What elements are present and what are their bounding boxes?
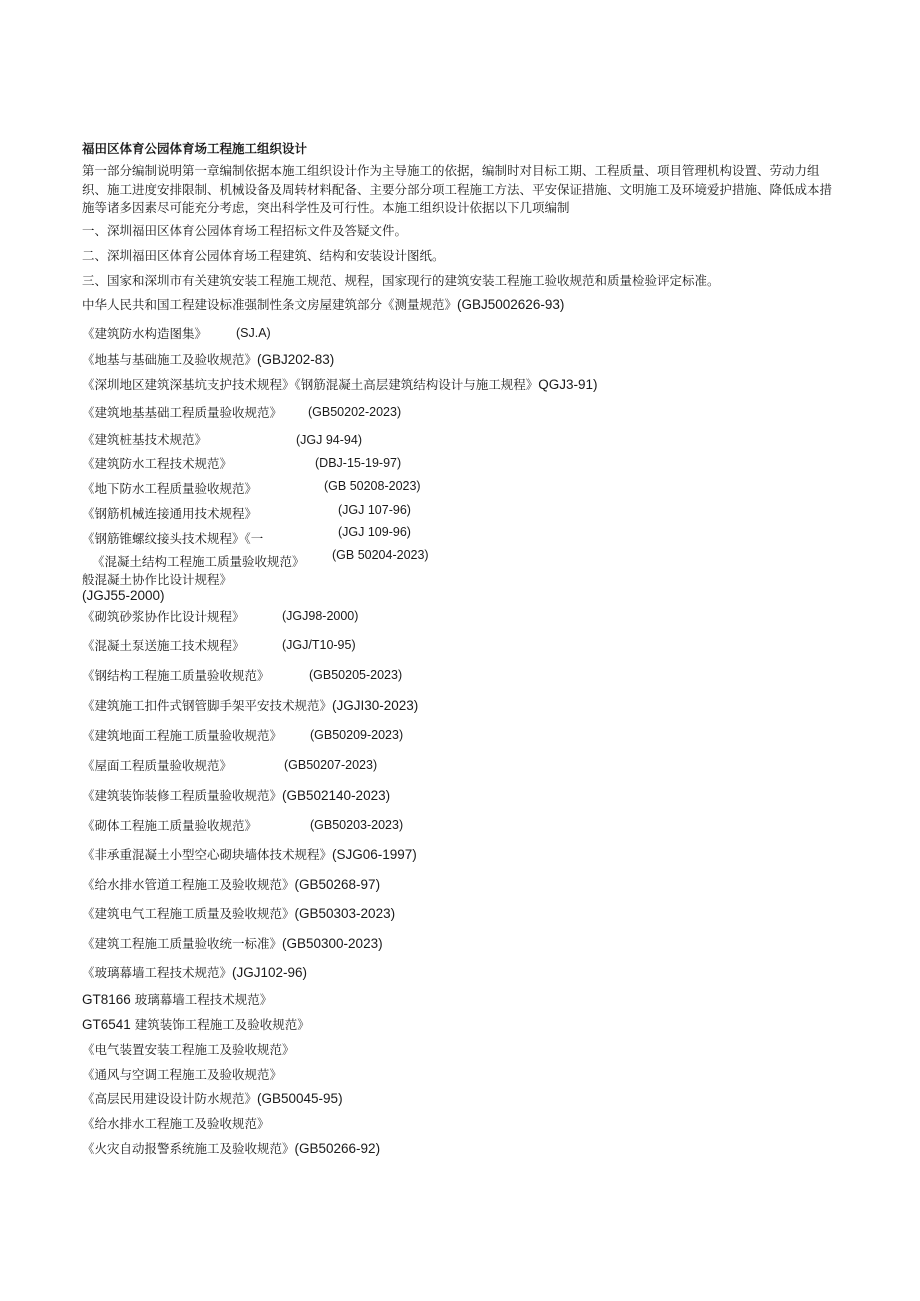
standard-name: 《建筑地面工程施工质量验收规范》: [82, 728, 283, 743]
standard-item: [82, 608, 359, 625]
standard-code: (GB50303-2023): [294, 906, 396, 921]
standard-code: (GB50207-2023): [284, 758, 378, 772]
standard-code: (JGJ 94-94): [296, 433, 362, 447]
standard-name: 《建筑电气工程施工质量及验收规范》: [82, 906, 295, 921]
standard-item: [82, 1041, 295, 1058]
standard-code: (GB50266-92): [294, 1141, 381, 1156]
standard-code: (JGJI30-2023): [332, 698, 419, 713]
standard-name: 《通风与空调工程施工及验收规范》: [82, 1067, 283, 1082]
standard-item: [82, 503, 411, 522]
standard-name: 《混凝土泵送施工技术规程》: [82, 638, 245, 653]
standard-item: [82, 757, 378, 774]
standard-intro-text: 中华人民共和国工程建设标准强制性条文房屋建筑部分《测量规范》: [82, 297, 458, 312]
standard-code: (GB50300-2023): [282, 936, 383, 951]
standard-name: 《钢筋锥螺纹接头技术规程》《一: [82, 531, 264, 546]
standard-item: [82, 935, 383, 952]
standard-item: [82, 876, 380, 893]
standard-name: 《建筑装饰装修工程质量验收规范》: [82, 788, 283, 803]
standard-name: 《砌筑砂浆协作比设计规程》: [82, 609, 245, 624]
standard-name: 《屋面工程质量验收规范》: [82, 758, 233, 773]
standard-item: [82, 964, 307, 981]
standard-code: (GB 50204-2023): [332, 548, 429, 562]
standard-code: (JGJ55-2000): [82, 588, 165, 603]
standard-item: [82, 1016, 310, 1033]
standard-name: 《钢结构工程施工质量验收规范》: [82, 668, 270, 683]
standard-name: 《建筑桩基技术规范》: [82, 432, 208, 447]
basis-item-3: 三、国家和深圳市有关建筑安装工程施工规范、规程，国家现行的建筑安装工程施工验收规范和质量检验评定标准。: [82, 273, 720, 288]
standard-code: (SJG06-1997): [332, 847, 417, 862]
standard-code: (GB50045-95): [257, 1091, 343, 1106]
standard-name: 《砌体工程施工质量验收规范》: [82, 818, 258, 833]
standard-item: [82, 905, 395, 922]
standard-code: (JGJ 107-96): [338, 503, 411, 517]
standard-item: [82, 1115, 270, 1132]
standard-name: 《建筑工程施工质量验收统一标准》: [82, 936, 283, 951]
standard-name: 《混凝土结构工程施工质量验收规范》: [92, 554, 305, 569]
standard-name: 《钢筋机械连接通用技术规程》: [82, 506, 258, 521]
standard-name: 《电气装置安装工程施工及验收规范》: [82, 1042, 295, 1057]
standard-name: 《地下防水工程质量验收规范》: [82, 481, 258, 496]
standard-name: 《建筑施工扣件式钢管脚手架平安技术规范》: [82, 698, 333, 713]
basis-item-1: 一、深圳福田区体育公园体育场工程招标文件及答疑文件。: [82, 223, 408, 238]
standard-name: 《建筑防水构造图集》: [82, 326, 208, 341]
standard-item: [82, 991, 272, 1008]
standard-code: (GB50202-2023): [308, 405, 402, 419]
standard-item: [82, 525, 411, 547]
standard-code: (GB50203-2023): [310, 818, 404, 832]
standard-code: (JGJ/T10-95): [282, 638, 356, 652]
standard-code: (GB50268-97): [294, 877, 381, 892]
standard-code: (SJ.A): [236, 326, 271, 340]
standard-name: 《深圳地区建筑深基坑支护技术规程》《钢筋混凝土高层建筑结构设计与施工规程》: [82, 377, 539, 392]
standard-name: 《非承重混凝土小型空心砌块墙体技术规程》: [82, 847, 333, 862]
standard-code: GT6541: [82, 1017, 131, 1032]
standard-intro-code: (GBJ5002626-93): [457, 297, 565, 312]
standard-item: [82, 697, 418, 714]
standard-name: 《给水排水工程施工及验收规范》: [82, 1116, 270, 1131]
standard-code: QGJ3-91): [538, 377, 598, 392]
standard-item: [82, 667, 403, 684]
standard-item: [82, 431, 362, 448]
standard-item: [82, 404, 402, 421]
standard-code: (JGJ98-2000): [282, 609, 359, 623]
basis-item-2: 二、深圳福田区体育公园体育场工程建筑、结构和安装设计图纸。: [82, 248, 445, 263]
standard-name: 《火灾自动报警系统施工及验收规范》: [82, 1141, 295, 1156]
standard-name: 玻璃幕墙工程技术规范》: [134, 992, 273, 1007]
standard-name: 建筑装饰工程施工及验收规范》: [134, 1017, 310, 1032]
standard-code: (JGJ 109-96): [338, 525, 411, 539]
standard-code: (GB50205-2023): [309, 668, 403, 682]
standard-item: [82, 1090, 343, 1107]
standard-item: [82, 846, 417, 863]
intro-paragraph: 第一部分编制说明第一章编制依据本施工组织设计作为主导施工的依据，编制时对目标工期、工程质量、项目管理机构设置、劳动力组织、施工进度安排限制、机械设备及周转材料配备、主要分部分项工程施工方法、平安保证措施、文明施工及环境爱护措施、降低成本措施等诸多因素尽可能充分考虑，突出科学性及可行性。本施工组织设计依据以下几项编制: [82, 163, 833, 215]
standard-name: 《建筑地基基础工程质量验收规范》: [82, 405, 283, 420]
standard-name: 《建筑防水工程技术规范》: [82, 456, 233, 471]
standard-code: (GBJ202-83): [257, 352, 335, 367]
standard-name: 《给水排水管道工程施工及验收规范》: [82, 877, 295, 892]
standard-code: GT8166: [82, 992, 131, 1007]
standard-item: [82, 817, 404, 834]
standard-item: [82, 325, 271, 342]
standard-code: (GB502140-2023): [282, 788, 391, 803]
document-title: 福田区体育公园体育场工程施工组织设计: [82, 141, 308, 156]
standard-item: [82, 455, 402, 472]
standard-name: 《高层民用建设设计防水规范》: [82, 1091, 258, 1106]
standard-item: [82, 376, 598, 393]
standard-code: (GB 50208-2023): [324, 479, 421, 493]
standard-item: [82, 637, 356, 654]
standard-item: [92, 548, 429, 570]
standard-name: 《玻璃幕墙工程技术规范》: [82, 965, 233, 980]
standard-code: (JGJ102-96): [232, 965, 308, 980]
standard-name: 《地基与基础施工及验收规范》: [82, 352, 258, 367]
standard-item: [82, 351, 334, 368]
standard-item: [82, 479, 421, 497]
standard-code: (GB50209-2023): [310, 728, 404, 742]
standard-intro: [82, 296, 564, 313]
standard-item: [82, 1140, 380, 1157]
standard-code: (DBJ-15-19-97): [315, 456, 402, 470]
standard-item: [82, 1066, 282, 1083]
standard-item: [82, 787, 390, 804]
standard-name: 般混凝土协作比设计规程》: [82, 572, 233, 587]
standard-item: [82, 727, 404, 744]
